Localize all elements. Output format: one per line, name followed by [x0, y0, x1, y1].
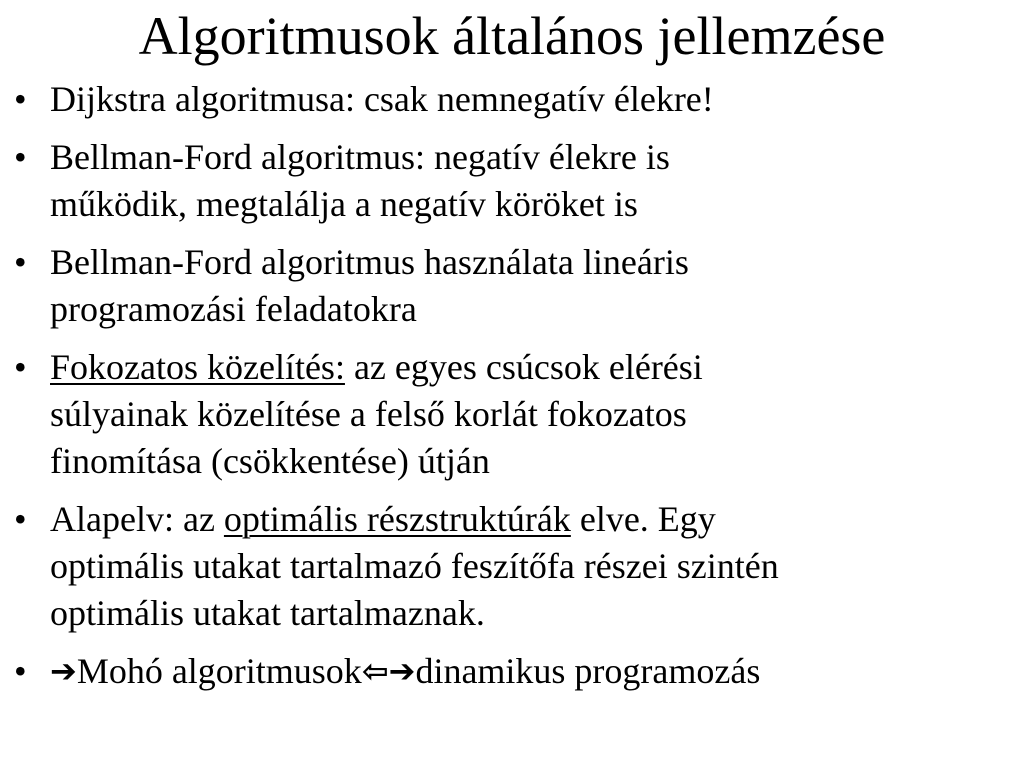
bullet-bellman-ford-lp: [14, 239, 1014, 333]
bullet-text-line-1-rest: az egyes csúcsok elérési: [344, 347, 703, 387]
bullet-dot-icon: •: [14, 79, 27, 119]
bullet-greedy-vs-dynamic: [14, 648, 1014, 695]
bullet-text: Dijkstra algoritmusa: csak nemnegatív élekre!: [50, 79, 714, 119]
bullet-text-line-1: Bellman-Ford algoritmus használata lineáris: [50, 242, 689, 282]
bullet-text-line-3: finomítása (csökkentése) útján: [50, 441, 490, 481]
bullet-text-line-1: Bellman-Ford algoritmus: negatív élekre is: [50, 137, 670, 177]
slide-title: Algoritmusok általános jellemzése: [138, 6, 886, 66]
dynamic-programming-text: dinamikus programozás: [415, 651, 761, 691]
bullet-successive-approximation: [14, 344, 1014, 485]
bullet-dot-icon: •: [14, 347, 27, 387]
arrow-right-icon: ➔: [388, 652, 416, 690]
bullet-text-line-2: működik, megtalálja a negatív köröket is: [50, 184, 638, 224]
greedy-algorithms-text: Mohó algoritmusok: [76, 651, 362, 691]
arrow-left-icon: ⇦: [361, 652, 389, 690]
arrow-right-icon: ➔: [50, 652, 77, 690]
bullet-dot-icon: •: [14, 137, 27, 177]
bullet-dot-icon: •: [14, 499, 27, 539]
bullet-text-line-2: optimális utakat tartalmazó feszítőfa részei szintén: [50, 546, 779, 586]
bullet-list: [14, 76, 1014, 706]
bullet-dot-icon: •: [14, 242, 27, 282]
bullet-dot-icon: •: [14, 651, 27, 691]
underlined-term: Fokozatos közelítés:: [50, 347, 345, 387]
underlined-term: optimális részstruktúrák: [223, 499, 571, 539]
bullet-text-line-3: optimális utakat tartalmaznak.: [50, 593, 485, 633]
bullet-text-line-1-post: elve. Egy: [570, 499, 716, 539]
bullet-dijkstra: [14, 76, 1014, 123]
bullet-text-line-2: programozási feladatokra: [50, 289, 417, 329]
bullet-text-line-2: súlyainak közelítése a felső korlát fokozatos: [50, 394, 687, 434]
bullet-bellman-ford-negative: [14, 134, 1014, 228]
bullet-principle: [14, 496, 1014, 637]
bullet-text-line-1-pre: Alapelv: az: [50, 499, 224, 539]
